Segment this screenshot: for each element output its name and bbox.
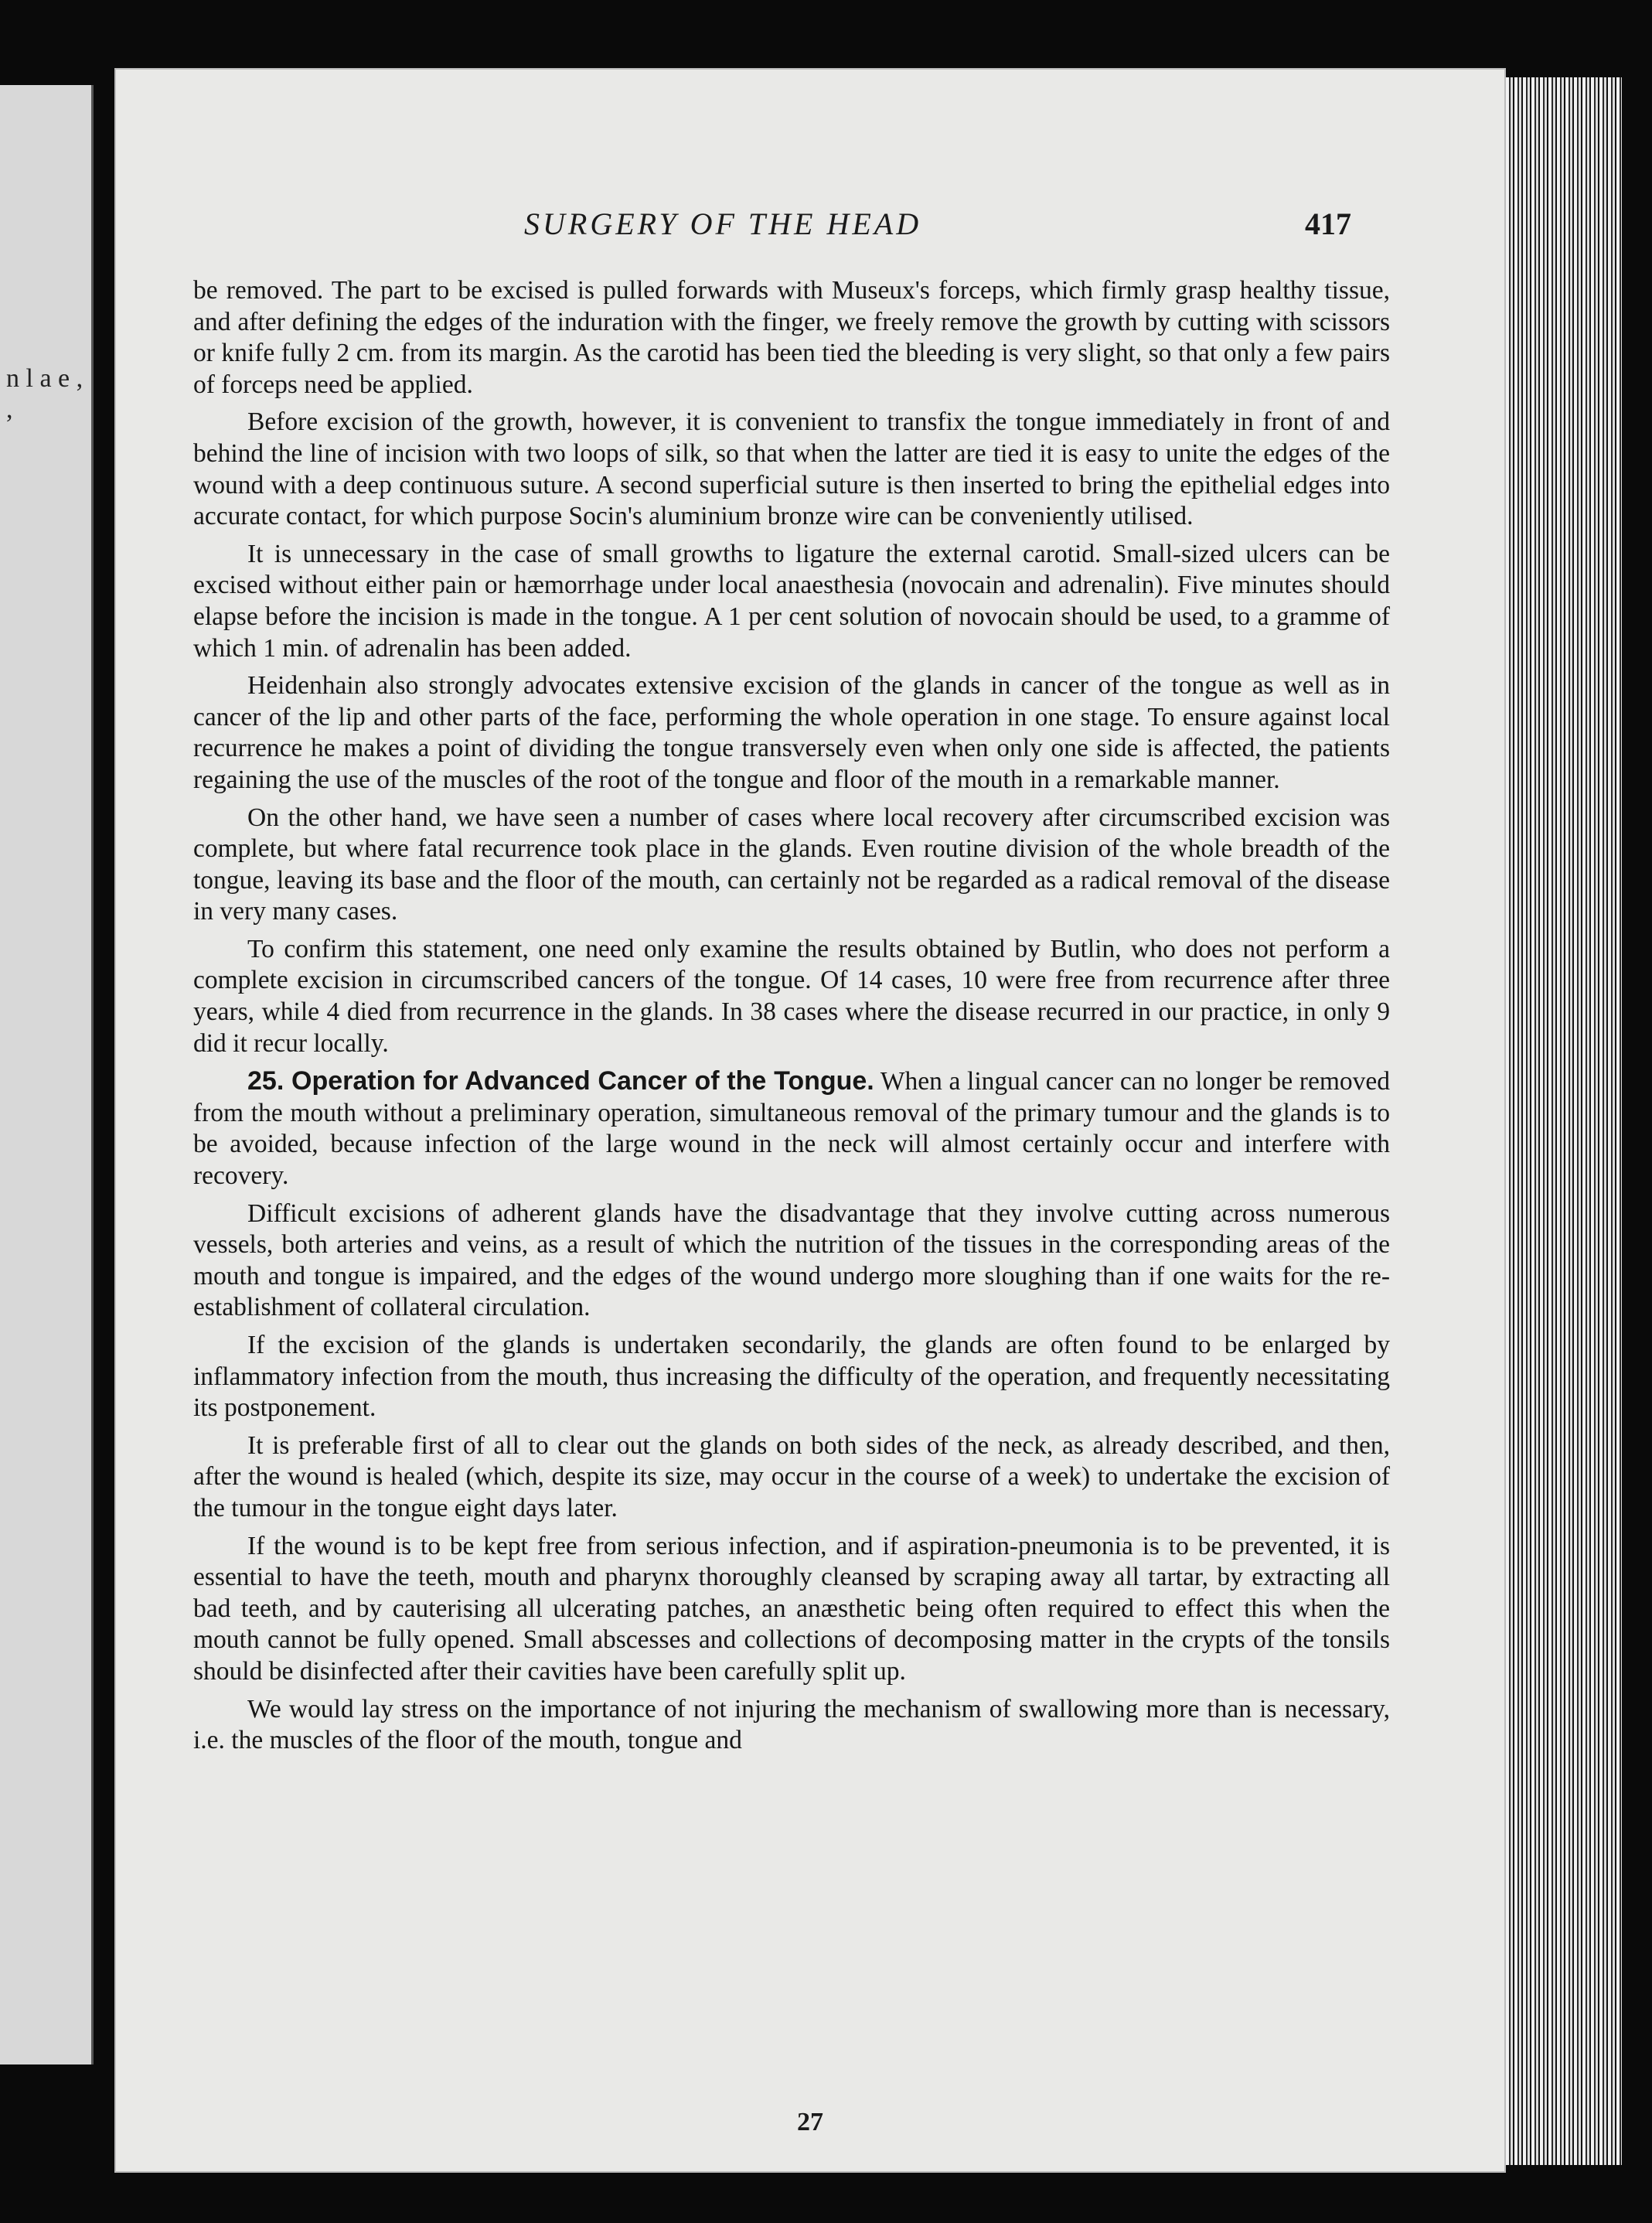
section-paragraph — [193, 1065, 1390, 1192]
section-heading: 25. Operation for Advanced Cancer of the Tongue. — [247, 1066, 874, 1096]
paragraph: It is unnecessary in the case of small growths to ligature the external carotid. Small-sized ulcers can be excised without either pain or hæmorrhage under local anaesthesia (novocain and adrenalin). Five minutes should elapse before the incision is made in the tongue. A 1 per cent solution of novocain should be used, to a gramme of which 1 min. of adrenalin has been added. — [193, 539, 1390, 663]
paragraph: be removed. The part to be excised is pulled forwards with Museux's forceps, which firmly grasp healthy tissue, and after defining the edges of the induration with the finger, we freely remove the growth by cutting with scissors or knife fully 2 cm. from its margin. As the carotid has been tied the bleeding is very slight, so that only a few pairs of forceps need be applied. — [193, 276, 1390, 399]
paragraph: If the excision of the glands is undertaken secondarily, the glands are often found to be enlarged by inflammatory infection from the mouth, thus increasing the difficulty of the operation, and frequently necessitating its postponement. — [193, 1331, 1390, 1423]
running-title: SURGERY OF THE HEAD — [524, 206, 922, 241]
section-lead-text: When a lingual cancer can no longer be removed from the mouth without a preliminary operation, simultaneous removal of the primary tumour and the glands is to be avoided, because infection of the large wound in the neck will almost certainly occur and interfere with recovery. — [193, 1067, 1390, 1191]
page-header — [114, 206, 1506, 252]
facing-page-edge — [0, 85, 94, 2064]
signature-mark: 27 — [797, 2108, 823, 2136]
paragraph: Before excision of the growth, however, it is convenient to transfix the tongue immediately in front of and behind the line of incision with two loops of silk, so that when the latter are tied it is easy to unite the edges of the wound with a deep continuous suture. A second superficial suture is then inserted to bring the epithelial edges into accurate contact, for which purpose Socin's aluminium bronze wire can be conveniently utilised. — [193, 407, 1390, 531]
paragraph: It is preferable first of all to clear out the glands on both sides of the neck, as already described, and then, after the wound is healed (which, despite its size, may occur in the course of a week) to undertake the excision of the tumour in the tongue eight days later. — [193, 1430, 1390, 1522]
paragraph: Difficult excisions of adherent glands have the disadvantage that they involve cutting across numerous vessels, both arteries and veins, as a result of which the nutrition of the tissues in the corresponding areas of the mouth and tongue is impaired, and the edges of the wound undergo more sloughing than if one waits for the re-establishment of collateral circulation. — [193, 1198, 1390, 1322]
page-body — [193, 275, 1390, 1763]
facing-page-text-fragments: n l a e , , — [6, 364, 83, 424]
paragraph: We would lay stress on the importance of not injuring the mechanism of swallowing more than is necessary, i.e. the muscles of the floor of the mouth, tongue and — [193, 1694, 1390, 1755]
paragraph: To confirm this statement, one need only examine the results obtained by Butlin, who does not perform a complete excision in circumscribed cancers of the tongue. Of 14 cases, 10 were free from recurrence after three years, while 4 died from recurrence in the glands. In 38 cases where the disease recurred in our practice, in only 9 did it recur locally. — [193, 934, 1390, 1058]
paragraph: On the other hand, we have seen a number of cases where local recovery after circumscribed excision was complete, but where fatal recurrence took place in the glands. Even routine division of the whole breadth of the tongue, leaving its base and the floor of the mouth, can certainly not be regarded as a radical removal of the disease in very many cases. — [193, 803, 1390, 926]
paragraph: Heidenhain also strongly advocates extensive excision of the glands in cancer of the tongue as well as in cancer of the lip and other parts of the face, performing the whole operation in one stage. To ensure against local recurrence he makes a point of dividing the tongue transversely even when only one side is affected, the patients regaining the use of the muscles of the root of the tongue and floor of the mouth in a remarkable manner. — [193, 671, 1390, 794]
page-number: 417 — [1305, 206, 1351, 241]
book-page — [114, 68, 1506, 2173]
paragraph: If the wound is to be kept free from serious infection, and if aspiration-pneumonia is to be prevented, it is essential to have the teeth, mouth and pharynx thoroughly cleansed by scraping away all tartar, by extracting all bad teeth, and by cauterising all ulcerating patches, an anæsthetic being often required to effect this when the mouth cannot be fully opened. Small abscesses and collections of decomposing matter in the crypts of the tonsils should be disinfected after their cavities have been carefully split up. — [193, 1531, 1390, 1686]
book-page-edges — [1506, 77, 1622, 2165]
